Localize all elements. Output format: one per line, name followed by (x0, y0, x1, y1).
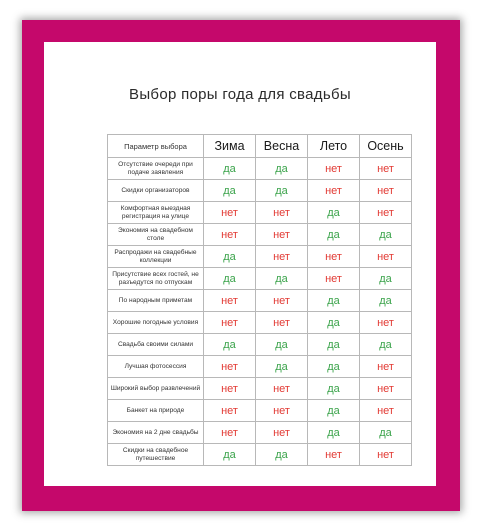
table-cell: нет (360, 202, 412, 224)
table-row (108, 400, 412, 422)
table-row (108, 356, 412, 378)
table-cell: нет (204, 356, 256, 378)
page-title: Выбор поры года для свадьбы (129, 86, 351, 103)
table-cell: нет (360, 378, 412, 400)
row-label: Распродажи на свадебные коллекции (108, 246, 204, 268)
table-cell: да (256, 158, 308, 180)
table-cell: нет (204, 202, 256, 224)
table-cell: да (360, 268, 412, 290)
table-row (108, 334, 412, 356)
row-label: Банкет на природе (108, 400, 204, 422)
row-label: Скидки на свадебное путешествие (108, 444, 204, 466)
row-label: Отсутствие очереди при подаче заявления (108, 158, 204, 180)
table-cell: да (308, 312, 360, 334)
table-cell: да (308, 378, 360, 400)
table-cell: да (360, 334, 412, 356)
table-row (108, 202, 412, 224)
table-row (108, 422, 412, 444)
column-header-winter: Зима (204, 135, 256, 158)
table-cell: да (256, 268, 308, 290)
column-header-spring: Весна (256, 135, 308, 158)
table-row (108, 158, 412, 180)
table-cell: нет (360, 158, 412, 180)
row-label: По народным приметам (108, 290, 204, 312)
table-row (108, 246, 412, 268)
table-cell: да (204, 246, 256, 268)
table-cell: нет (256, 400, 308, 422)
table-cell: нет (256, 422, 308, 444)
table-cell: нет (256, 312, 308, 334)
table-cell: да (256, 180, 308, 202)
table-cell: нет (308, 158, 360, 180)
table-cell: да (256, 334, 308, 356)
row-label: Скидки организаторов (108, 180, 204, 202)
table-cell: нет (308, 444, 360, 466)
table-row (108, 290, 412, 312)
table-cell: нет (204, 290, 256, 312)
table-cell: нет (308, 268, 360, 290)
table-row (108, 224, 412, 246)
table-cell: нет (308, 246, 360, 268)
table-cell: нет (256, 290, 308, 312)
table-cell: нет (360, 246, 412, 268)
table-cell: да (308, 202, 360, 224)
table-cell: да (204, 334, 256, 356)
row-label: Присутствие всех гостей, не разъедутся по отпускам (108, 268, 204, 290)
table-cell: нет (204, 400, 256, 422)
magenta-frame (22, 20, 460, 511)
content-panel (44, 42, 436, 486)
table-cell: да (360, 290, 412, 312)
table-cell: нет (256, 378, 308, 400)
table-cell: нет (204, 312, 256, 334)
table-cell: да (204, 268, 256, 290)
table-cell: да (204, 158, 256, 180)
row-label: Лучшая фотосессия (108, 356, 204, 378)
row-label: Экономия на свадебном столе (108, 224, 204, 246)
table-cell: нет (360, 400, 412, 422)
table-cell: да (308, 290, 360, 312)
table-row (108, 312, 412, 334)
row-label: Широкий выбор развлечений (108, 378, 204, 400)
table-cell: да (308, 224, 360, 246)
table-cell: да (204, 180, 256, 202)
table-cell: да (308, 334, 360, 356)
table-cell: да (360, 422, 412, 444)
row-label: Комфортная выездная регистрация на улице (108, 202, 204, 224)
table-cell: нет (256, 246, 308, 268)
table-header-row (108, 135, 412, 158)
column-header-summer: Лето (308, 135, 360, 158)
table-cell: да (308, 422, 360, 444)
column-header-param: Параметр выбора (108, 135, 204, 158)
table-cell: нет (204, 378, 256, 400)
column-header-autumn: Осень (360, 135, 412, 158)
table-cell: да (308, 400, 360, 422)
table-row (108, 268, 412, 290)
table-row (108, 180, 412, 202)
row-label: Свадьба своими силами (108, 334, 204, 356)
table-cell: нет (204, 224, 256, 246)
table-row (108, 444, 412, 466)
table-cell: нет (256, 224, 308, 246)
table-cell: нет (360, 356, 412, 378)
table-cell: да (204, 444, 256, 466)
season-comparison-table (107, 134, 412, 466)
table-cell: да (256, 356, 308, 378)
row-label: Хорошие погодные условия (108, 312, 204, 334)
table-cell: нет (360, 180, 412, 202)
table-cell: нет (204, 422, 256, 444)
table-cell: да (308, 356, 360, 378)
table-cell: нет (360, 444, 412, 466)
table-cell: нет (308, 180, 360, 202)
table-cell: да (360, 224, 412, 246)
table-cell: нет (256, 202, 308, 224)
row-label: Экономия на 2 дне свадьбы (108, 422, 204, 444)
table-cell: да (256, 444, 308, 466)
table-body (108, 158, 412, 466)
table-cell: нет (360, 312, 412, 334)
table-row (108, 378, 412, 400)
